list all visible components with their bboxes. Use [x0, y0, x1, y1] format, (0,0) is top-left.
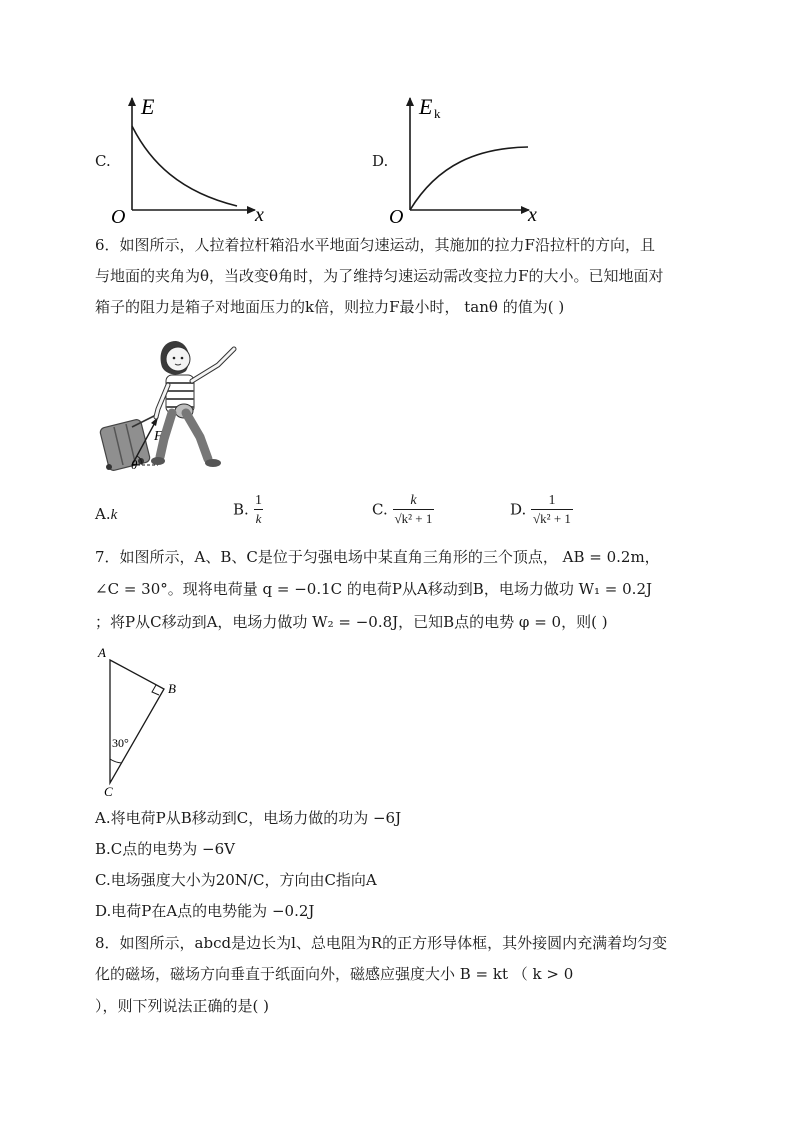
q6-option-c-num: k	[410, 493, 417, 508]
q6-line-3: 箱子的阻力是箱子对地面压力的k倍，则拉力F最小时， tanθ 的值为( )	[95, 298, 565, 316]
q8-line-1: 8．如图所示，abcd是边长为l、总电阻为R的正方形导体框，其外接圆内充满着均匀变	[95, 934, 668, 952]
q6-option-b-fraction	[254, 493, 264, 528]
graph-c-curve	[132, 126, 237, 206]
angle-30-label: 30°	[112, 736, 129, 750]
graph-c-y-label: E	[141, 94, 155, 119]
q6-option-b-label: B.	[233, 500, 249, 519]
q7-option-c[interactable]: C.电场强度大小为20N/C，方向由C指向A	[95, 871, 377, 889]
graph-c-origin: O	[111, 206, 126, 227]
q8-line-2: 化的磁场，磁场方向垂直于纸面向外，磁感应强度大小 B = kt （ k > 0	[95, 965, 574, 983]
q6-option-c-fraction	[393, 493, 435, 528]
vertex-b-label: B	[168, 681, 176, 696]
graph-c-x-label: x	[255, 204, 264, 226]
q6-option-b-den: k	[255, 511, 262, 526]
q6-option-a[interactable]	[95, 505, 117, 524]
q6-option-c[interactable]	[372, 493, 434, 528]
graph-c	[105, 92, 275, 227]
q7-line-1: 7．如图所示，A、B、C是位于匀强电场中某直角三角形的三个顶点， AB = 0.2m，	[95, 548, 660, 566]
q7-line-3: ；将P从C移动到A，电场力做功 W₂ = −0.8J，已知B点的电势 φ = 0，则( )	[95, 613, 608, 631]
q6-line-2: 与地面的夹角为θ，当改变θ角时，为了维持匀速运动需改变拉力F的大小。已知地面对	[95, 267, 664, 285]
q6-option-d-label: D.	[510, 500, 527, 519]
vertex-a-label: A	[98, 645, 106, 660]
q7-option-d[interactable]: D.电荷P在A点的电势能为 −0.2J	[95, 902, 315, 920]
q6-option-c-den: √k² + 1	[394, 511, 433, 526]
q6-option-a-value: k	[110, 507, 118, 523]
force-label: F	[154, 429, 163, 444]
q6-option-b[interactable]	[233, 493, 263, 528]
suitcase-illustration	[99, 415, 156, 471]
graph-d-y-label: E	[419, 94, 433, 119]
q6-line-1: 6．如图所示，人拉着拉杆箱沿水平地面匀速运动，其施加的拉力F沿拉杆的方向，且	[95, 236, 655, 254]
graph-d-origin: O	[389, 206, 404, 227]
q7-triangle-figure	[92, 643, 202, 798]
graph-c-option-label: C.	[95, 152, 111, 170]
q6-option-a-label: A.	[95, 505, 111, 523]
girl-illustration	[151, 341, 234, 467]
graph-d-curve	[410, 147, 528, 210]
angle-label: θ	[131, 457, 138, 472]
q6-option-d[interactable]	[510, 493, 573, 528]
graph-d-y-subscript: k	[434, 106, 441, 121]
q6-option-d-fraction	[531, 493, 573, 528]
q6-option-b-num: 1	[254, 493, 262, 508]
graph-d	[383, 92, 553, 227]
graph-d-option-label: D.	[372, 152, 389, 170]
q6-option-c-label: C.	[372, 500, 388, 519]
q7-option-a[interactable]: A.将电荷P从B移动到C，电场力做的功为 −6J	[95, 809, 402, 827]
graph-d-x-label: x	[528, 204, 537, 226]
q7-option-b[interactable]: B.C点的电势为 −6V	[95, 840, 235, 858]
q7-line-2: ∠C = 30°。现将电荷量 q = −0.1C 的电荷P从A移动到B，电场力做功 W₁ = 0.2J	[95, 580, 653, 598]
q6-option-d-den: √k² + 1	[533, 511, 571, 526]
q8-line-3: ），则下列说法正确的是( )	[95, 997, 269, 1015]
vertex-c-label: C	[104, 784, 113, 798]
q6-figure	[96, 335, 246, 480]
triangle-abc	[110, 660, 164, 783]
q6-option-d-num: 1	[548, 493, 556, 508]
